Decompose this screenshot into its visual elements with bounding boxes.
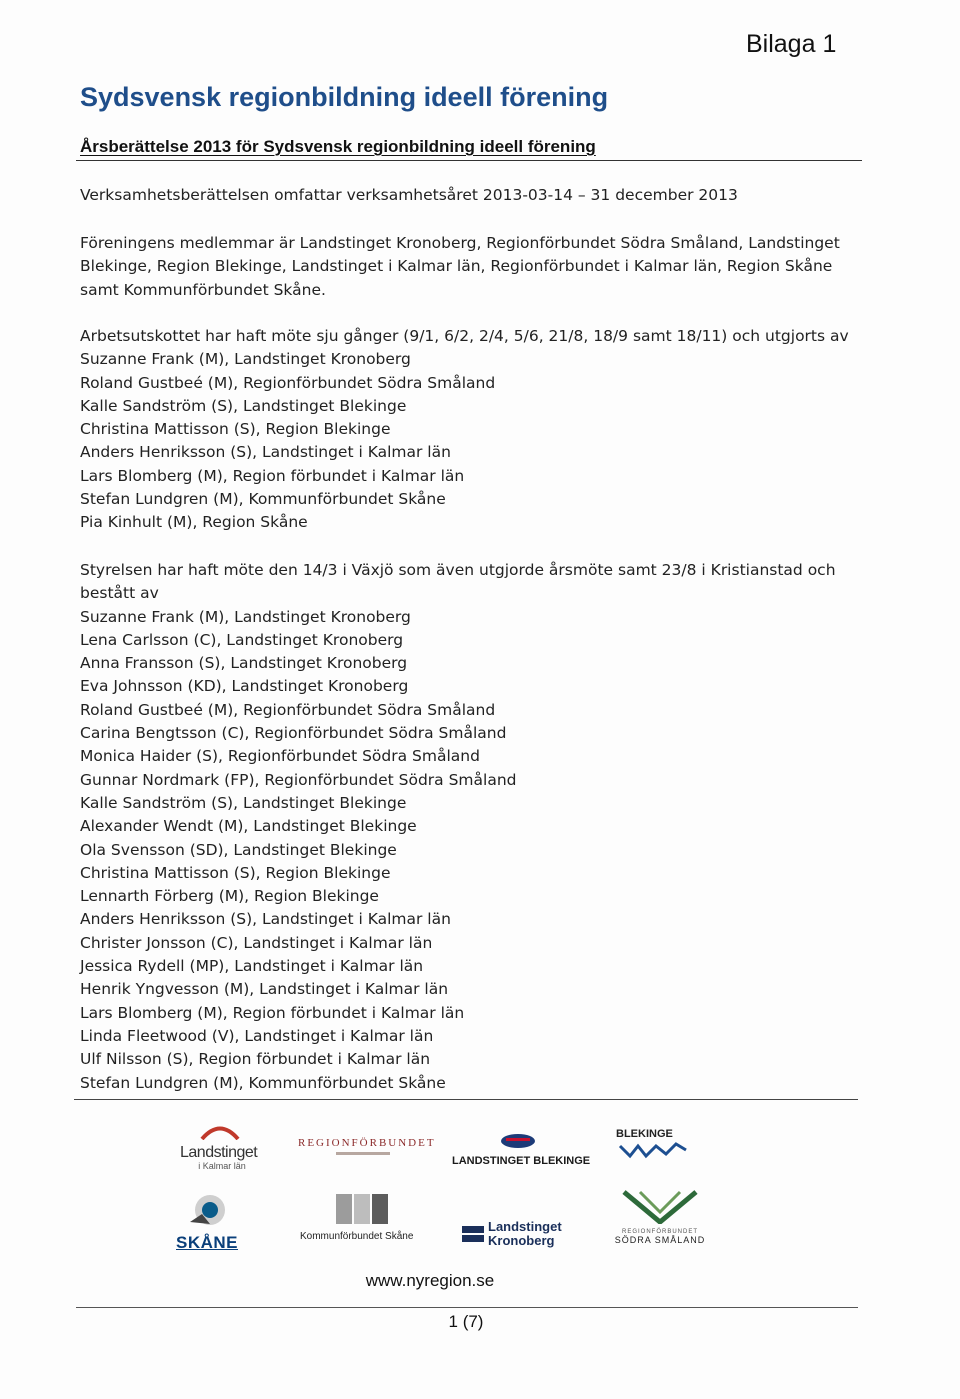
list-item: Linda Fleetwood (V), Landstinget i Kalmar län xyxy=(80,1026,434,1045)
list-item: Alexander Wendt (M), Landstinget Blekinge xyxy=(80,817,417,836)
logo-text: Landstinget xyxy=(180,1144,258,1161)
list-item: Lars Blomberg (M), Region förbundet i Kalmar län xyxy=(80,1003,465,1022)
board-section xyxy=(80,559,836,1095)
kalmar-arch-icon xyxy=(180,1122,260,1140)
board-intro-cont: bestått av xyxy=(80,584,159,603)
content-divider xyxy=(74,1099,858,1100)
logo-text: BLEKINGE xyxy=(616,1128,673,1140)
logo-bar xyxy=(336,1152,390,1155)
kronoberg-squares-icon xyxy=(462,1226,484,1242)
regionforbundet-kalmar-logo xyxy=(298,1137,436,1155)
logo-text: Kommunförbundet Skåne xyxy=(300,1231,414,1242)
logo-text-line1: Landstinget xyxy=(488,1219,562,1234)
logo-text: SKÅNE xyxy=(176,1233,239,1252)
list-item: Ola Svensson (SD), Landstinget Blekinge xyxy=(80,840,397,859)
logo-subtext: REGIONFÖRBUNDET xyxy=(621,1229,698,1235)
header-divider xyxy=(76,160,862,161)
list-item: Anna Fransson (S), Landstinget Kronoberg xyxy=(80,654,408,673)
list-item: Suzanne Frank (M), Landstinget Kronoberg xyxy=(80,350,411,369)
document-subtitle: Årsberättelse 2013 för Sydsvensk regionbildning ideell förening xyxy=(80,137,596,156)
list-item: Lars Blomberg (M), Region förbundet i Kalmar län xyxy=(80,466,465,485)
blekinge-crown-icon xyxy=(498,1132,538,1150)
list-item: Ulf Nilsson (S), Region förbundet i Kalmar län xyxy=(80,1050,431,1069)
logo-text: REGIONFÖRBUNDET xyxy=(298,1137,436,1149)
list-item: Kalle Sandström (S), Landstinget Blekinge xyxy=(80,396,407,415)
list-item: Jessica Rydell (MP), Landstinget i Kalmar län xyxy=(80,957,424,976)
region-skane-logo xyxy=(176,1192,246,1253)
working-committee-intro: Arbetsutskottet har haft möte sju gånger (9/1, 6/2, 2/4, 5/6, 21/8, 18/9 samt 18/11) och utgjorts av xyxy=(80,327,849,345)
list-item: Christer Jonsson (C), Landstinget i Kalmar län xyxy=(80,933,433,952)
page-number: 1 (7) xyxy=(448,1312,484,1331)
list-item: Gunnar Nordmark (FP), Regionförbundet Södra Småland xyxy=(80,770,517,789)
list-item: Christina Mattisson (S), Region Blekinge xyxy=(80,420,391,439)
members-paragraph: Föreningens medlemmar är Landstinget Kronoberg, Regionförbundet Södra Småland, Landstinget Blekinge, Region Blekinge, Landstinget i Kalmar län, Regionförbundet i Kalmar län, Region Skåne samt Kommunförbundet Skåne. xyxy=(80,234,840,299)
list-item: Eva Johnsson (KD), Landstinget Kronoberg xyxy=(80,677,409,696)
skane-griffin-icon xyxy=(182,1192,238,1228)
regionforbundet-sodra-smaland-logo xyxy=(612,1188,708,1245)
sodra-smaland-v-icon xyxy=(620,1188,700,1224)
kommunforbundet-skane-logo xyxy=(300,1192,428,1242)
list-item: Carina Bengtsson (C), Regionförbundet Södra Småland xyxy=(80,724,507,743)
list-item: Lennarth Förberg (M), Region Blekinge xyxy=(80,887,379,906)
list-item: Suzanne Frank (M), Landstinget Kronoberg xyxy=(80,607,411,626)
board-intro: Styrelsen har haft möte den 14/3 i Växjö som även utgjorde årsmöte samt 23/8 i Kristianstad och xyxy=(80,561,836,579)
list-item: Henrik Yngvesson (M), Landstinget i Kalmar län xyxy=(80,980,449,999)
list-item: Pia Kinhult (M), Region Skåne xyxy=(80,513,308,532)
list-item: Lena Carlsson (C), Landstinget Kronoberg xyxy=(80,630,404,649)
list-item: Roland Gustbeé (M), Regionförbundet Södra Småland xyxy=(80,700,496,719)
footer-divider xyxy=(76,1307,858,1308)
list-item: Stefan Lundgren (M), Kommunförbundet Skåne xyxy=(80,1073,446,1092)
list-item: Anders Henriksson (S), Landstinget i Kalmar län xyxy=(80,443,451,462)
landstinget-kalmar-logo xyxy=(180,1122,264,1171)
list-item: Anders Henriksson (S), Landstinget i Kalmar län xyxy=(80,910,451,929)
activity-period-paragraph: Verksamhetsberättelsen omfattar verksamhetsåret 2013-03-14 – 31 december 2013 xyxy=(80,186,738,204)
blekinge-wave-icon xyxy=(616,1140,696,1162)
landstinget-kronoberg-logo xyxy=(462,1220,572,1248)
appendix-label: Bilaga 1 xyxy=(746,30,837,58)
website-url: www.nyregion.se xyxy=(365,1271,495,1290)
logo-text: LANDSTINGET BLEKINGE xyxy=(452,1155,591,1167)
logo-text-line2: Kronoberg xyxy=(488,1233,555,1248)
logo-subtext: i Kalmar län xyxy=(198,1161,246,1171)
logo-text: SÖDRA SMÅLAND xyxy=(614,1235,706,1245)
landstinget-blekinge-logo xyxy=(452,1132,591,1167)
list-item: Roland Gustbeé (M), Regionförbundet Södra Småland xyxy=(80,373,496,392)
document-title: Sydsvensk regionbildning ideell förening xyxy=(80,82,609,112)
working-committee-section xyxy=(80,325,849,535)
list-item: Monica Haider (S), Regionförbundet Södra Småland xyxy=(80,747,480,766)
kfsk-blocks-icon xyxy=(334,1192,390,1226)
region-blekinge-logo xyxy=(616,1128,700,1167)
list-item: Kalle Sandström (S), Landstinget Blekinge xyxy=(80,793,407,812)
list-item: Stefan Lundgren (M), Kommunförbundet Skåne xyxy=(80,490,446,509)
list-item: Christina Mattisson (S), Region Blekinge xyxy=(80,863,391,882)
